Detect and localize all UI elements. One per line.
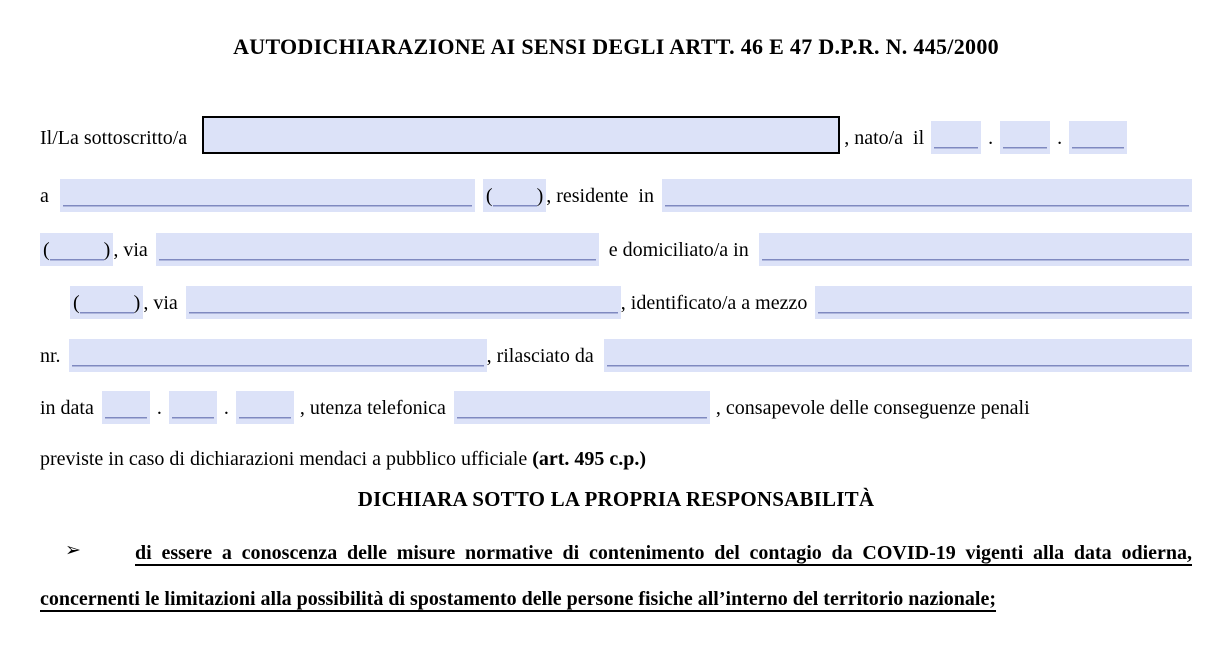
residente-label: , residente in — [546, 185, 654, 207]
rilasciato-label: , rilasciato da — [486, 345, 594, 367]
birth-place-field[interactable] — [60, 179, 475, 212]
residence-city-field[interactable] — [662, 179, 1192, 212]
form-row-birthplace — [40, 179, 1192, 212]
form-row-issue-date-phone — [40, 390, 1192, 424]
document-title: AUTODICHIARAZIONE AI SENSI DEGLI ARTT. 46 E 47 D.P.R. N. 445/2000 — [233, 34, 999, 59]
residence-province-group — [40, 233, 113, 266]
form-row-document — [40, 339, 1192, 372]
paren-open: ( — [485, 185, 493, 207]
form-row-residence-street — [40, 233, 1192, 266]
nr-label: nr. — [40, 345, 61, 367]
id-issuer-field[interactable] — [604, 339, 1192, 372]
domiciliato-label: e domiciliato/a in — [608, 239, 749, 261]
id-document-type-field[interactable] — [815, 286, 1192, 319]
paren-close: ) — [133, 292, 141, 314]
residence-province-field[interactable] — [50, 233, 104, 266]
birth-year-field[interactable] — [1069, 121, 1127, 154]
in-data-label: in data — [40, 397, 94, 419]
paren-open: ( — [73, 292, 80, 314]
via-label: , via — [143, 292, 178, 314]
issue-day-field[interactable] — [102, 391, 150, 424]
identificato-label: , identificato/a a mezzo — [620, 292, 808, 314]
a-label: a — [40, 185, 49, 207]
declaration-item — [40, 530, 1192, 622]
declaration-heading: DICHIARA SOTTO LA PROPRIA RESPONSABILITÀ — [357, 487, 875, 511]
domicile-city-field[interactable] — [759, 233, 1192, 266]
issue-year-field[interactable] — [236, 391, 294, 424]
date-separator: . — [988, 127, 994, 149]
arrow-bullet-icon: ➢ — [65, 539, 81, 561]
id-document-number-field[interactable] — [69, 339, 487, 372]
penal-text: previste in caso di dichiarazioni mendaci a pubblico ufficiale — [40, 448, 533, 470]
form-row-domicile-street — [40, 286, 1192, 319]
date-separator: . — [1057, 127, 1063, 149]
residence-street-field[interactable] — [156, 233, 599, 266]
penal-consequences-line — [40, 446, 1192, 472]
declaration-item-text: di essere a conoscenza delle misure normative di contenimento del contagio da COVID-19 vigenti alla data odierna, concernenti le limitazioni alla possibilità di spostamento delle persone fisiche all’interno del territorio nazionale; — [40, 542, 1192, 610]
birth-province-field[interactable] — [493, 179, 537, 212]
subscriber-name-field[interactable] — [202, 116, 840, 154]
date-separator: . — [223, 397, 229, 419]
nato-label: , nato/a il — [844, 127, 925, 149]
birth-province-group — [483, 179, 546, 212]
domicile-province-group — [70, 286, 143, 319]
paren-open: ( — [43, 239, 50, 261]
consapevole-label: , consapevole delle conseguenze penali — [715, 397, 1030, 419]
paren-close: ) — [536, 185, 544, 207]
birth-month-field[interactable] — [1000, 121, 1050, 154]
paren-close: ) — [103, 239, 111, 261]
domicile-province-field[interactable] — [80, 286, 134, 319]
domicile-street-field[interactable] — [186, 286, 621, 319]
phone-field[interactable] — [454, 391, 710, 424]
via-label: , via — [113, 239, 148, 261]
form-row-subscriber — [40, 116, 1192, 154]
utenza-label: , utenza telefonica — [299, 397, 446, 419]
sottoscritto-label: Il/La sottoscritto/a — [40, 127, 188, 149]
penal-article-bold: (art. 495 c.p.) — [532, 448, 647, 470]
birth-day-field[interactable] — [931, 121, 981, 154]
date-separator: . — [156, 397, 162, 419]
issue-month-field[interactable] — [169, 391, 217, 424]
form-area — [40, 116, 1192, 424]
